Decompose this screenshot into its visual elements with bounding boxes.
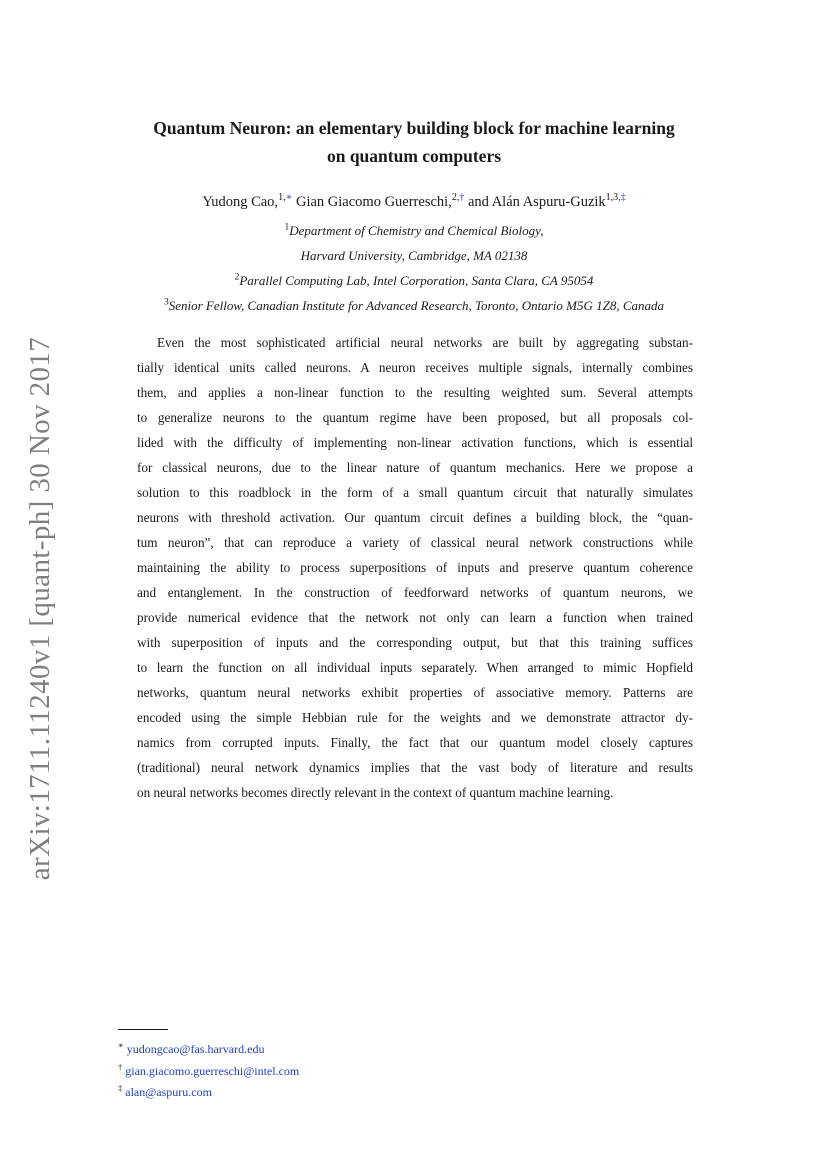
abstract-line: them, and applies a non-linear function to the resulting weighted sum. Several attempts bbox=[137, 385, 693, 400]
footnote-marker-link[interactable]: ‡ bbox=[620, 192, 626, 204]
abstract-line: tum neuron”, that can reproduce a variety of classical neural network constructions while bbox=[137, 535, 693, 550]
author-name: Yudong Cao, bbox=[202, 194, 279, 210]
footnote bbox=[118, 1037, 299, 1059]
footnote-marker: ∗ bbox=[118, 1040, 124, 1050]
abstract-line: (traditional) neural network dynamics implies that the vast body of literature and results bbox=[137, 760, 693, 775]
affiliation-text: Harvard University, Cambridge, MA 02138 bbox=[300, 248, 528, 263]
title-line-2: on quantum computers bbox=[326, 146, 502, 166]
affiliation-number: 3 bbox=[163, 297, 169, 308]
abstract-line: for classical neurons, due to the linear nature of quantum mechanics. Here we propose a bbox=[137, 460, 693, 475]
footnote-marker-link[interactable]: † bbox=[459, 192, 465, 204]
footnote-marker: ‡ bbox=[118, 1083, 123, 1093]
abstract-line: on neural networks becomes directly relevant in the context of quantum machine learning. bbox=[137, 785, 614, 800]
affiliation-1 bbox=[90, 221, 738, 241]
abstract-line: maintaining the ability to process superpositions of inputs and preserve quantum coherence bbox=[137, 560, 693, 575]
affiliation-number: 1 bbox=[284, 222, 290, 233]
affiliation-number: 2 bbox=[234, 272, 240, 283]
title-line-1: Quantum Neuron: an elementary building block for machine learning bbox=[153, 118, 675, 138]
author-affil-number: 1,3, bbox=[605, 192, 621, 204]
abstract-line: to generalize neurons to the quantum regime have been proposed, but all proposals col- bbox=[137, 410, 693, 425]
abstract-line: networks, quantum neural networks exhibit properties of associative memory. Patterns are bbox=[137, 685, 693, 700]
affiliation-text: Department of Chemistry and Chemical Biology, bbox=[289, 223, 544, 238]
author-name: Gian Giacomo Guerreschi, bbox=[295, 194, 452, 210]
abstract-line: encoded using the simple Hebbian rule for the weights and we demonstrate attractor dy- bbox=[137, 710, 693, 725]
abstract-line: with superposition of inputs and the corresponding output, but that this training suffices bbox=[137, 635, 693, 650]
abstract-line: Even the most sophisticated artificial neural networks are built by aggregating substan- bbox=[157, 335, 693, 350]
email-link[interactable]: alan@aspuru.com bbox=[125, 1085, 212, 1099]
arxiv-identifier: arXiv:1711.11240v1 [quant-ph] 30 Nov 2017 bbox=[24, 336, 57, 880]
paper-title bbox=[110, 114, 718, 170]
arxiv-watermark bbox=[20, 336, 62, 880]
affiliation-2 bbox=[90, 271, 738, 291]
affiliation-text: Parallel Computing Lab, Intel Corporation, Santa Clara, CA 95054 bbox=[239, 273, 594, 288]
footnote bbox=[118, 1080, 299, 1102]
footnote-divider bbox=[118, 1029, 168, 1030]
email-link[interactable]: gian.giacomo.guerreschi@intel.com bbox=[125, 1063, 300, 1078]
author-list bbox=[90, 191, 738, 213]
abstract-line: tially identical units called neurons. A neuron receives multiple signals, internally combines bbox=[137, 360, 693, 375]
affiliation-text: Senior Fellow, Canadian Institute for Advanced Research, Toronto, Ontario M5G 1Z8, Canada bbox=[168, 298, 665, 313]
footnote bbox=[118, 1059, 299, 1081]
footnotes bbox=[118, 1037, 299, 1102]
affiliation-1-continued bbox=[90, 246, 738, 266]
footnote-marker: † bbox=[118, 1061, 123, 1072]
abstract-line: lided with the difficulty of implementing non-linear activation functions, which is essential bbox=[137, 435, 693, 450]
affiliation-3 bbox=[60, 296, 768, 316]
author-affil-number: 1, bbox=[278, 192, 286, 204]
author-name: Alán Aspuru-Guzik bbox=[491, 194, 606, 210]
author-conjunction: and bbox=[467, 194, 489, 210]
email-link[interactable]: yudongcao@fas.harvard.edu bbox=[126, 1042, 265, 1056]
abstract-line: neurons with threshold activation. Our quantum circuit defines a building block, the “quan- bbox=[137, 510, 693, 525]
abstract-line: provide numerical evidence that the network not only can learn a function when trained bbox=[137, 610, 693, 625]
footnote-marker-link[interactable]: ∗ bbox=[285, 192, 293, 204]
abstract bbox=[137, 330, 693, 805]
abstract-line: and entanglement. In the construction of feedforward networks of quantum neurons, we bbox=[137, 585, 693, 600]
author-affil-number: 2, bbox=[451, 192, 460, 204]
abstract-line: namics from corrupted inputs. Finally, the fact that our quantum model closely captures bbox=[137, 735, 693, 750]
abstract-line: to learn the function on all individual inputs separately. When arranged to mimic Hopfield bbox=[137, 660, 693, 675]
abstract-line: solution to this roadblock in the form of a small quantum circuit that naturally simulates bbox=[137, 485, 693, 500]
